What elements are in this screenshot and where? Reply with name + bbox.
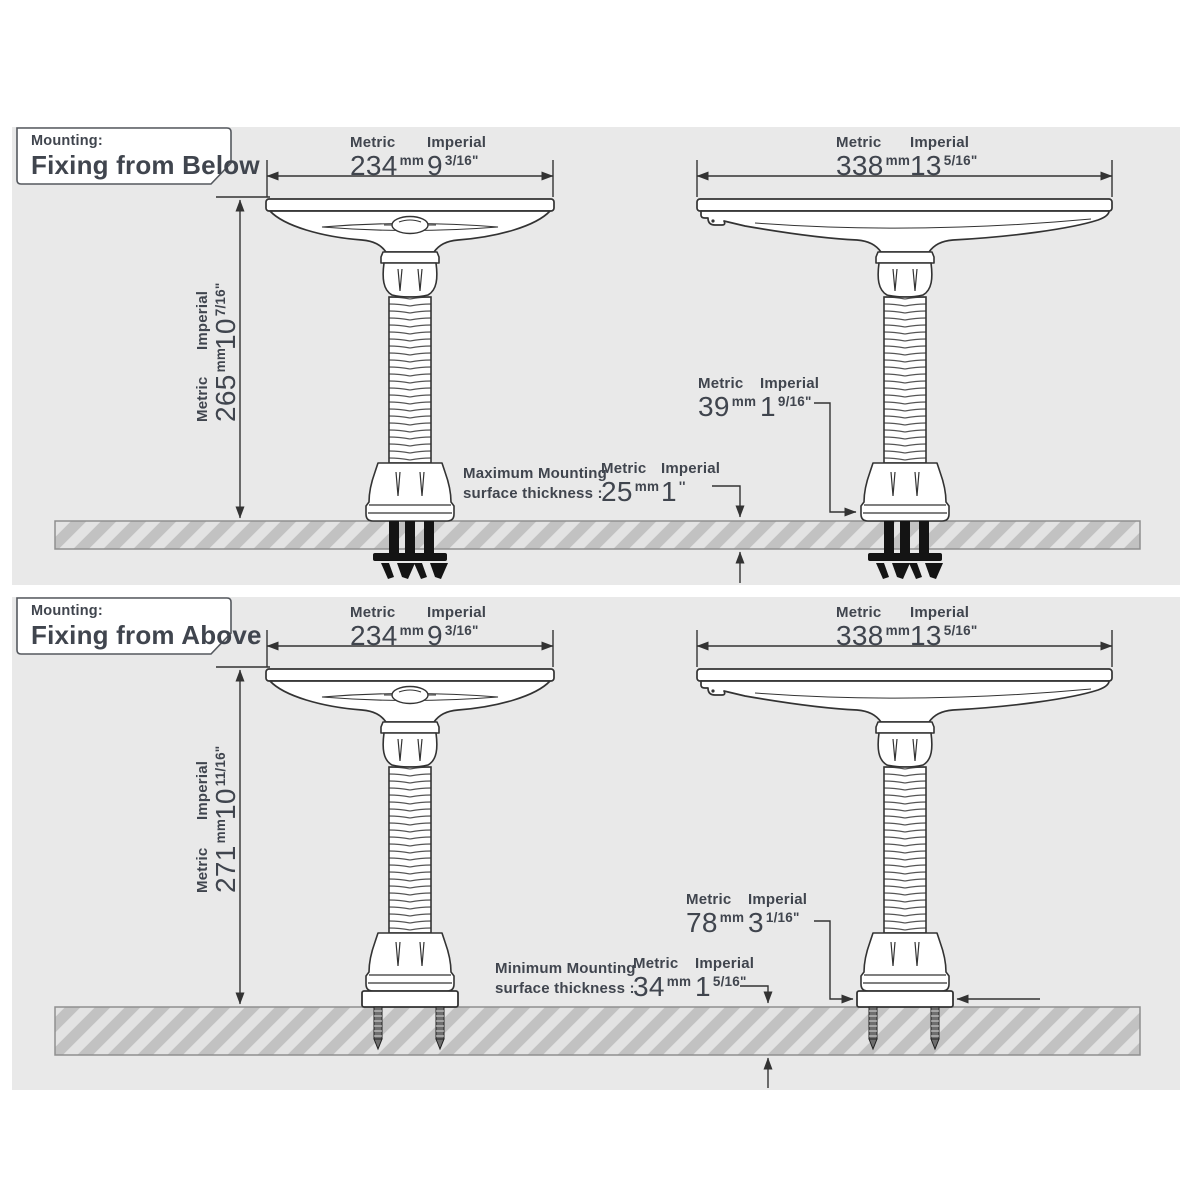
dim-thickness-imperial <box>661 460 720 507</box>
note-line2: surface thickness : <box>495 979 635 997</box>
metric-label: Metric <box>194 376 211 422</box>
imperial-value <box>211 746 240 820</box>
metric-label: Metric <box>601 460 647 477</box>
panel-title-above <box>31 604 262 651</box>
dim-height-imperial <box>194 283 241 350</box>
dim-width-large-imperial <box>910 134 977 181</box>
metric-value <box>633 972 691 1001</box>
thickness-note-below <box>463 464 607 503</box>
value: 1 <box>695 971 711 1003</box>
dim-clamp-offset-imperial <box>760 375 819 422</box>
imperial-label: Imperial <box>910 134 970 151</box>
unit: mm <box>885 623 911 639</box>
value: 338 <box>836 620 884 652</box>
value: 271 <box>210 845 242 893</box>
imperial-value <box>661 477 720 506</box>
imperial-value <box>910 621 977 650</box>
imperial-label: Imperial <box>661 460 721 477</box>
imperial-label: Imperial <box>194 760 211 820</box>
metric-label: Metric <box>633 955 679 972</box>
unit: 3/16" <box>444 623 479 639</box>
note-line1: Minimum Mounting <box>495 960 636 977</box>
unit: 5/16" <box>712 974 747 990</box>
unit: mm <box>666 974 692 990</box>
imperial-value <box>748 908 807 937</box>
value: 39 <box>698 391 730 423</box>
panel-title-kicker: Mounting: <box>31 603 103 619</box>
unit: '' <box>678 479 686 495</box>
value: 10 <box>210 318 242 350</box>
imperial-value <box>427 621 486 650</box>
dim-height-imperial <box>194 746 241 820</box>
unit: mm <box>634 479 660 495</box>
thickness-note-above <box>495 959 636 998</box>
dim-height-metric <box>194 819 241 893</box>
unit: mm <box>213 347 229 373</box>
unit: mm <box>399 153 425 169</box>
metric-label: Metric <box>836 134 882 151</box>
value: 9 <box>427 620 443 652</box>
metric-label: Metric <box>194 847 211 893</box>
value: 338 <box>836 150 884 182</box>
value: 13 <box>910 150 942 182</box>
metric-label: Metric <box>698 375 744 392</box>
dim-width-large-metric <box>836 604 910 651</box>
value: 1 <box>661 476 677 508</box>
imperial-value <box>211 283 240 350</box>
unit: mm <box>885 153 911 169</box>
value: 234 <box>350 150 398 182</box>
metric-value <box>350 621 424 650</box>
imperial-value <box>760 392 819 421</box>
imperial-label: Imperial <box>748 891 808 908</box>
value: 265 <box>210 374 242 422</box>
metric-label: Metric <box>686 891 732 908</box>
unit: mm <box>719 910 745 926</box>
unit: 5/16" <box>943 623 978 639</box>
imperial-label: Imperial <box>427 134 487 151</box>
dim-flange-metric <box>686 891 744 938</box>
metric-value <box>601 477 659 506</box>
dim-width-small-metric <box>350 604 424 651</box>
metric-value <box>836 151 910 180</box>
dim-width-small-metric <box>350 134 424 181</box>
metric-label: Metric <box>350 134 396 151</box>
unit: mm <box>399 623 425 639</box>
value: 9 <box>427 150 443 182</box>
unit: 1/16" <box>765 910 800 926</box>
unit: 5/16" <box>943 153 978 169</box>
imperial-label: Imperial <box>695 955 755 972</box>
dim-thickness-imperial <box>695 955 754 1002</box>
value: 78 <box>686 907 718 939</box>
unit: 9/16" <box>777 394 812 410</box>
dim-thickness-metric <box>633 955 691 1002</box>
dim-width-small-imperial <box>427 604 486 651</box>
panel-title-text: Fixing from Above <box>31 619 262 650</box>
value: 1 <box>760 391 776 423</box>
unit: 11/16" <box>213 745 229 787</box>
value: 34 <box>633 971 665 1003</box>
metric-label: Metric <box>836 604 882 621</box>
unit: 3/16" <box>444 153 479 169</box>
imperial-value <box>695 972 754 1001</box>
metric-value <box>836 621 910 650</box>
dim-width-large-imperial <box>910 604 977 651</box>
metric-label: Metric <box>350 604 396 621</box>
panel-title-below <box>31 134 260 181</box>
value: 3 <box>748 907 764 939</box>
imperial-value <box>910 151 977 180</box>
dim-flange-imperial <box>748 891 807 938</box>
panel-title-kicker: Mounting: <box>31 133 103 149</box>
metric-value <box>698 392 756 421</box>
dim-thickness-metric <box>601 460 659 507</box>
note-line1: Maximum Mounting <box>463 465 608 482</box>
imperial-value <box>427 151 486 180</box>
imperial-label: Imperial <box>427 604 487 621</box>
metric-value <box>211 348 240 422</box>
imperial-label: Imperial <box>194 290 211 350</box>
dim-width-large-metric <box>836 134 910 181</box>
value: 234 <box>350 620 398 652</box>
imperial-label: Imperial <box>760 375 820 392</box>
unit: mm <box>213 818 229 844</box>
dim-height-metric <box>194 348 241 422</box>
metric-value <box>211 819 240 893</box>
panel-title-text: Fixing from Below <box>31 149 260 180</box>
dim-clamp-offset-metric <box>698 375 756 422</box>
metric-value <box>350 151 424 180</box>
note-line2: surface thickness : <box>463 484 603 502</box>
imperial-label: Imperial <box>910 604 970 621</box>
metric-value <box>686 908 744 937</box>
value: 13 <box>910 620 942 652</box>
value: 10 <box>210 788 242 820</box>
value: 25 <box>601 476 633 508</box>
dim-width-small-imperial <box>427 134 486 181</box>
unit: mm <box>731 394 757 410</box>
unit: 7/16" <box>213 282 229 317</box>
